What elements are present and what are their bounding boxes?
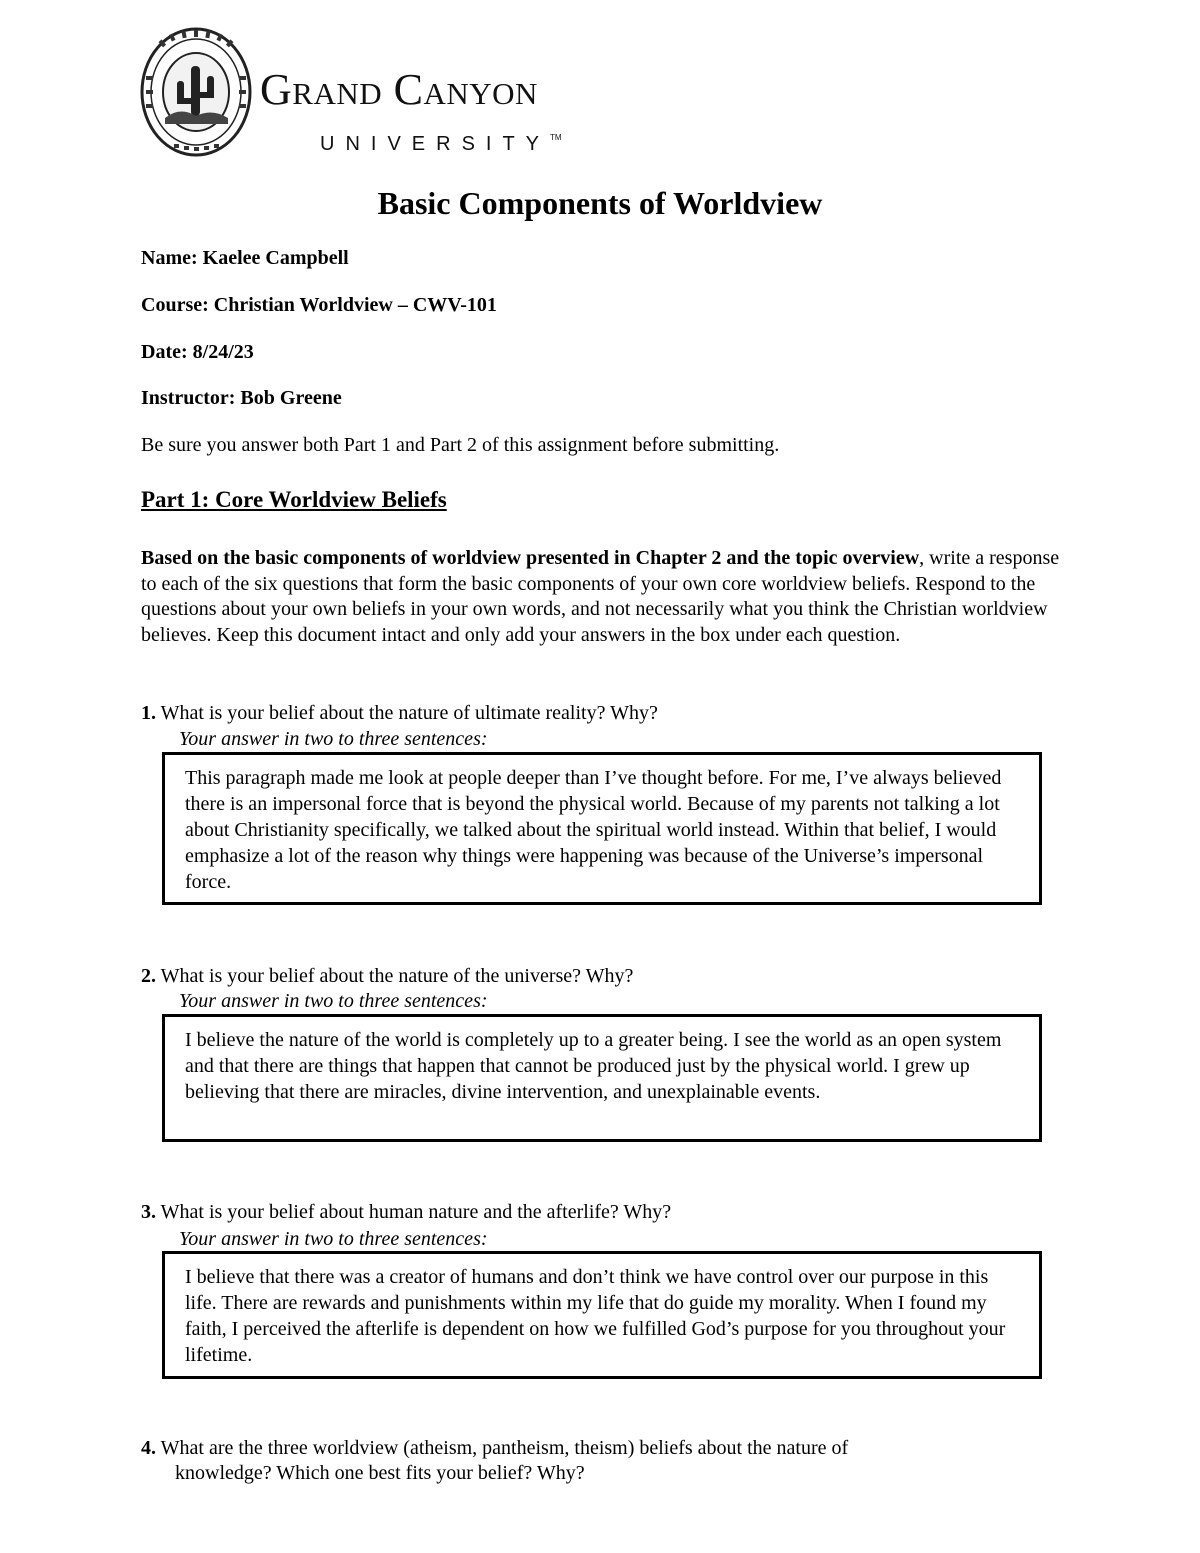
university-seal-icon [140,26,252,158]
answer-box-2[interactable]: I believe the nature of the world is completely up to a greater being. I see the world as an open system and that there are things that happen that cannot be produced just by the physical world. I grew up believing that there are miracles, divine intervention, and unexplainable events. [162,1014,1042,1142]
logo-subtitle-text: UNIVERSITY [320,133,551,155]
question-number: 1. [141,702,156,724]
question-text-continued: knowledge? Which one best fits your belief? Why? [175,1462,585,1484]
question-3 [141,1200,1041,1225]
question-text: What is your belief about the nature of the universe? Why? [160,965,634,987]
question-number: 3. [141,1201,156,1223]
submission-reminder: Be sure you answer both Part 1 and Part 2 of this assignment before submitting. [141,434,780,456]
trademark-mark: TM [550,133,562,142]
answer-box-1[interactable]: This paragraph made me look at people deeper than I’ve thought before. For me, I’ve always believed there is an impersonal force that is beyond the physical world. Because of my parents not talking a lot about Christianity specifically, we talked about the spiritual world instead. Within that belief, I would emphasize a lot of the reason why things were happening was because of the Universe’s impersonal force. [162,752,1042,905]
instructions-body: , write a response to each of the six questions that form the basic components of your own core worldview beliefs. Respond to the questions about your own beliefs in your own words, and not necessarily what you think the Christian worldview believes. Keep this document intact and only add your answers in the box under each question. [141,547,1060,646]
student-name: Name: Kaelee Campbell [141,247,349,269]
question-2 [141,964,1041,989]
question-number: 2. [141,965,156,987]
course-line: Course: Christian Worldview – CWV-101 [141,294,497,316]
part-1-instructions [141,546,1071,648]
part-1-heading: Part 1: Core Worldview Beliefs [141,487,447,512]
question-number: 4. [141,1437,156,1459]
answer-hint: Your answer in two to three sentences: [179,1228,488,1250]
instructor-line: Instructor: Bob Greene [141,387,342,409]
university-logo [140,26,630,158]
instructions-bold-lead: Based on the basic components of worldview presented in Chapter 2 and the topic overview [141,547,920,569]
question-text: What is your belief about the nature of ultimate reality? Why? [160,702,658,724]
answer-hint: Your answer in two to three sentences: [179,990,488,1012]
question-text: What are the three worldview (atheism, pantheism, theism) beliefs about the nature of [160,1437,849,1459]
question-1 [141,701,1041,726]
logo-wordmark: Grand Canyon [260,65,538,114]
answer-box-3[interactable]: I believe that there was a creator of humans and don’t think we have control over our purpose in this life. There are rewards and punishments within my life that do guide my morality. When I found my faith, I perceived the afterlife is dependent on how we fulfilled God’s purpose for you throughout your lifetime. [162,1251,1042,1379]
answer-hint: Your answer in two to three sentences: [179,728,488,750]
logo-subtitle [320,134,562,154]
question-text: What is your belief about human nature and the afterlife? Why? [160,1201,672,1223]
date-line: Date: 8/24/23 [141,341,254,363]
question-4 [141,1436,1041,1486]
document-title: Basic Components of Worldview [377,185,823,221]
